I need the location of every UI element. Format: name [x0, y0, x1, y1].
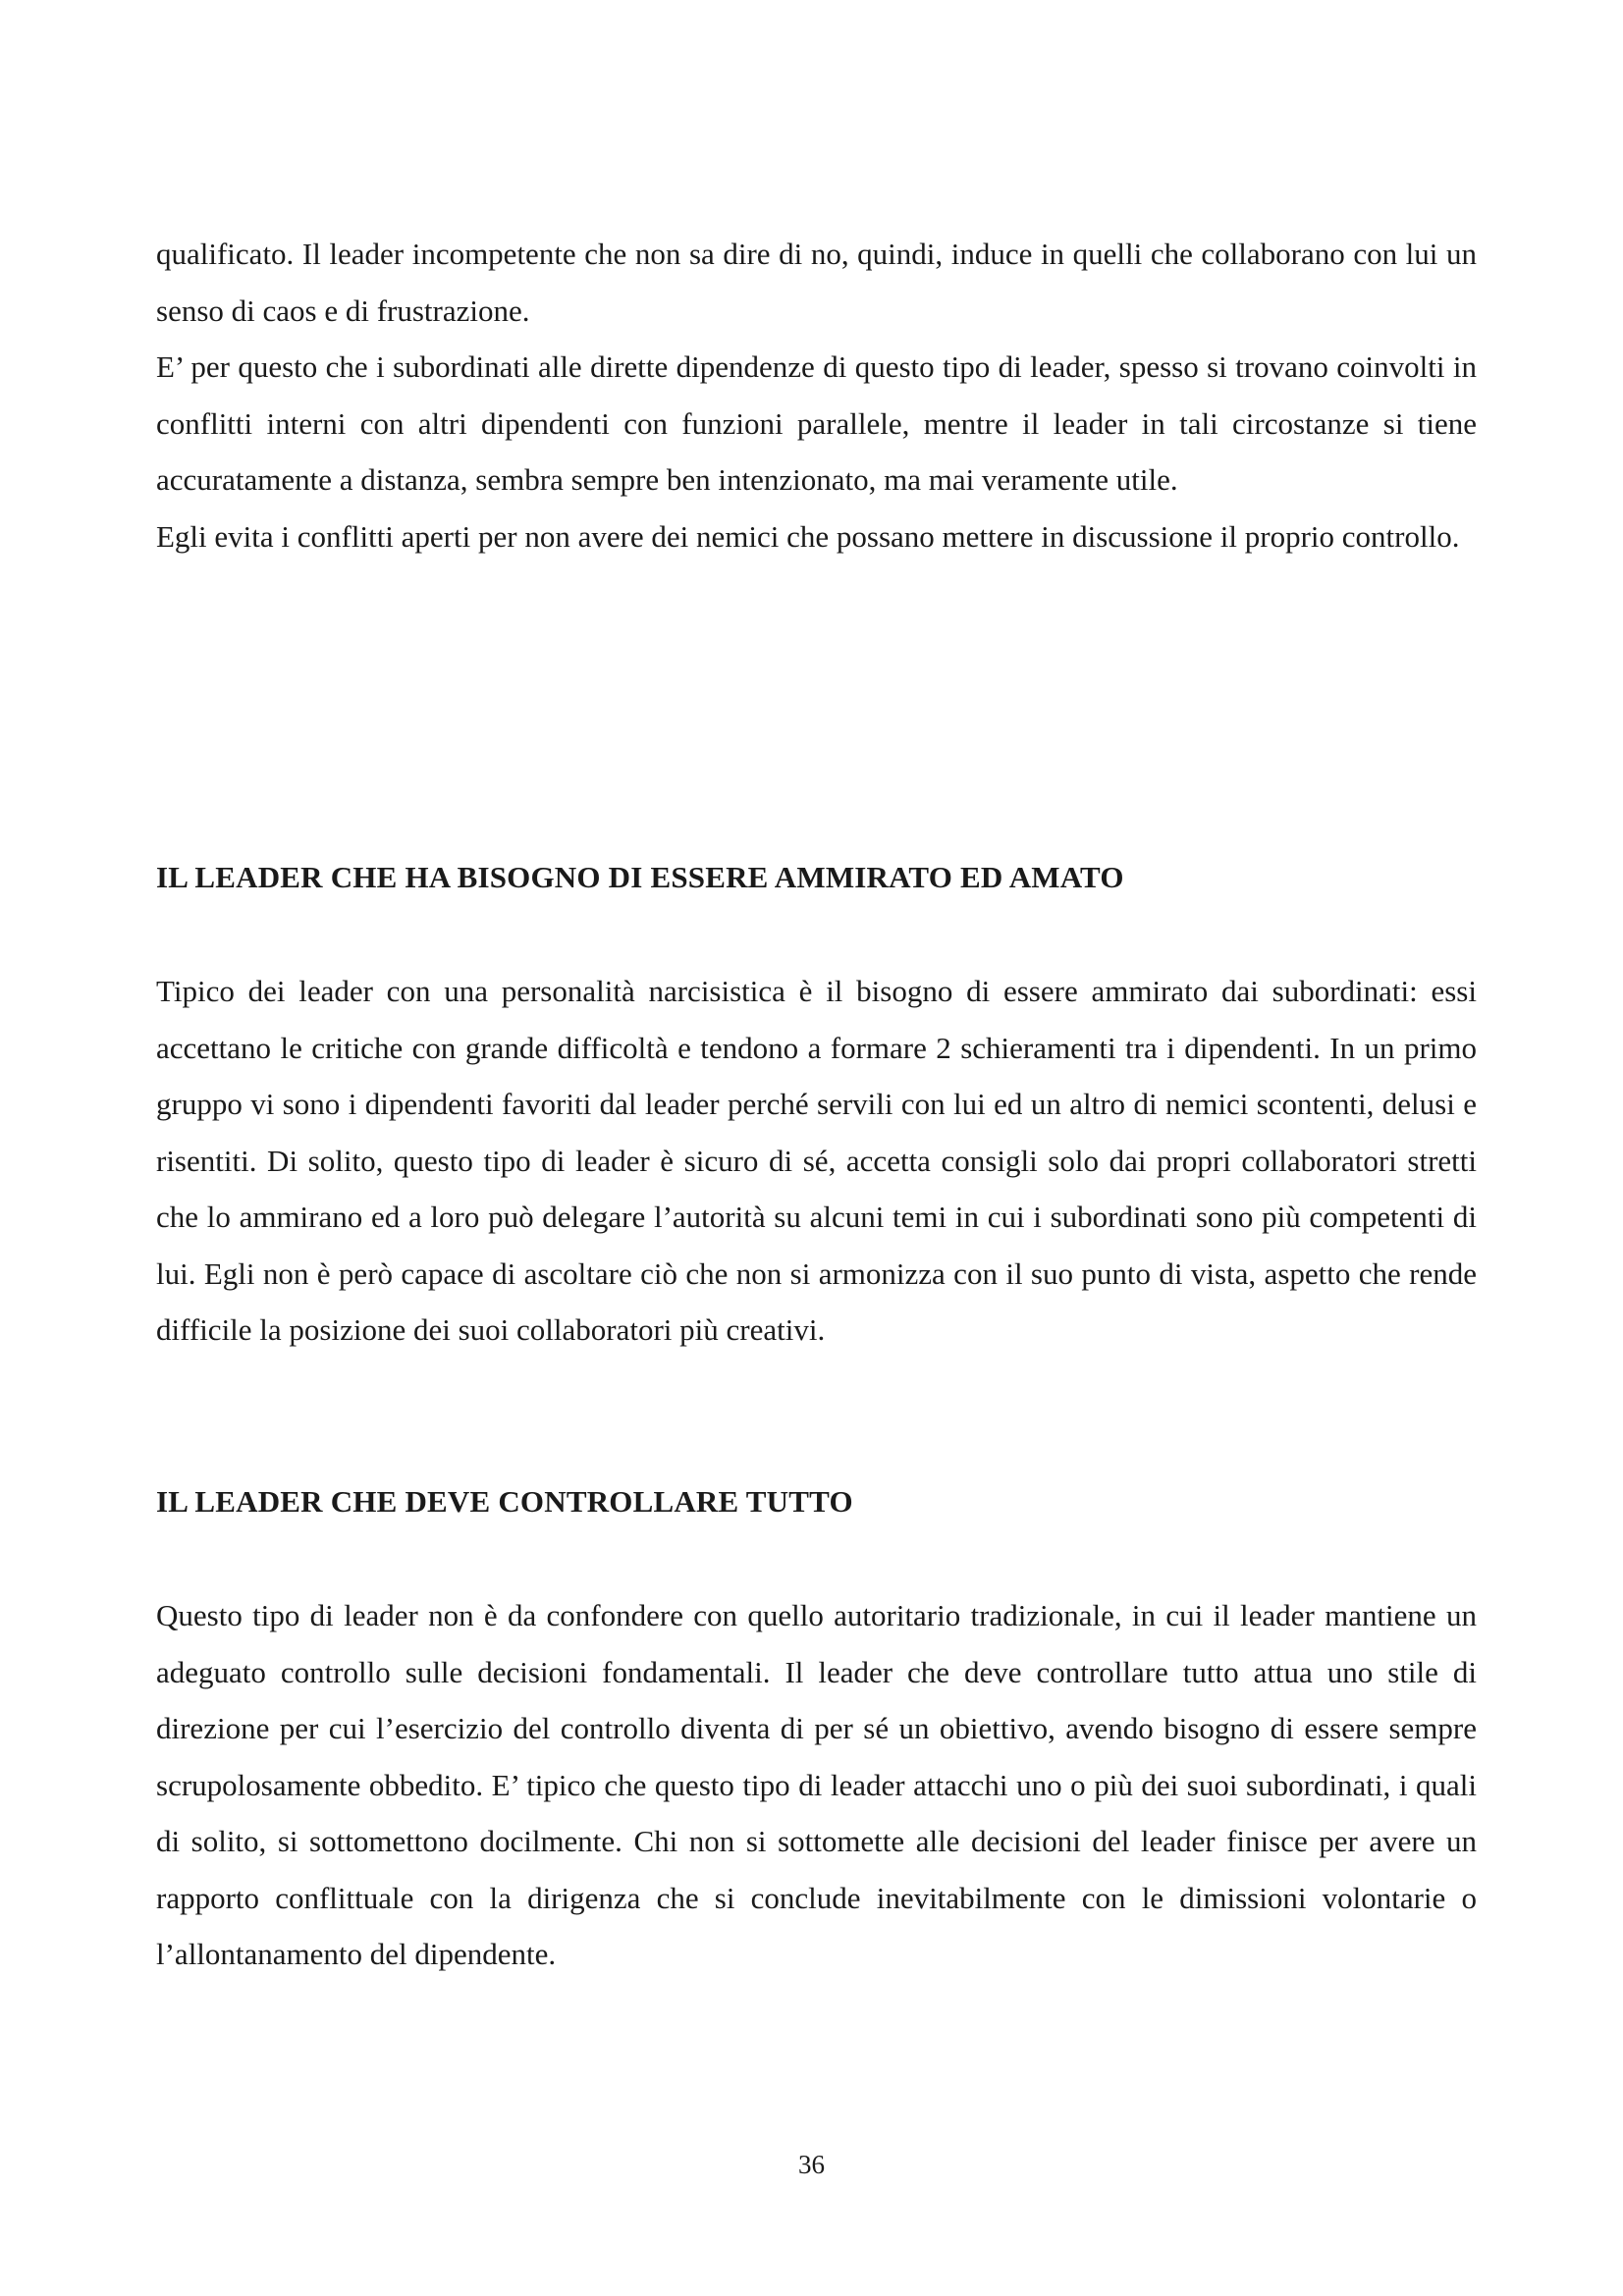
- section-body-admired-leader: [156, 963, 1477, 1359]
- section-paragraph: Tipico dei leader con una personalità narcisistica è il bisogno di essere ammirato dai subordinati: essi accettano le critiche con grande difficoltà e tendono a formare 2 schieramenti tra i dipendenti. In un primo gruppo vi sono i dipendenti favoriti dal leader perché servili con lui ed un altro di nemici scontenti, delusi e risentiti. Di solito, questo tipo di leader è sicuro di sé, accetta consigli solo dai propri collaboratori stretti che lo ammirano ed a loro può delegare l’autorità su alcuni temi in cui i subordinati sono più competenti di lui. Egli non è però capace di ascoltare ciò che non si armonizza con il suo punto di vista, aspetto che rende difficile la posizione dei suoi collaboratori più creativi.: [156, 974, 1477, 1347]
- intro-paragraph-1: qualificato. Il leader incompetente che non sa dire di no, quindi, induce in quelli che collaborano con lui un senso di caos e di frustrazione.: [156, 237, 1477, 328]
- page-number: 36: [798, 2150, 825, 2179]
- section-heading-controlling-leader: IL LEADER CHE DEVE CONTROLLARE TUTTO: [156, 1484, 853, 1519]
- intro-paragraph-2: E’ per questo che i subordinati alle dirette dipendenze di questo tipo di leader, spesso si trovano coinvolti in conflitti interni con altri dipendenti con funzioni parallele, mentre il leader in tali circostanze si tiene accuratamente a distanza, sembra sempre ben intenzionato, ma mai veramente utile.: [156, 349, 1477, 497]
- section-paragraph: Questo tipo di leader non è da confondere con quello autoritario tradizionale, in cui il leader mantiene un adeguato controllo sulle decisioni fondamentali. Il leader che deve controllare tutto attua uno stile di direzione per cui l’esercizio del controllo diventa di per sé un obiettivo, avendo bisogno di essere sempre scrupolosamente obbedito. E’ tipico che questo tipo di leader attacchi uno o più dei suoi subordinati, i quali di solito, si sottomettono docilmente. Chi non si sottomette alle decisioni del leader finisce per avere un rapporto conflittuale con la dirigenza che si conclude inevitabilmente con le dimissioni volontarie o l’allontanamento del dipendente.: [156, 1598, 1477, 1971]
- intro-paragraph-3: Egli evita i conflitti aperti per non avere dei nemici che possano mettere in discussione il proprio controllo.: [156, 518, 1460, 554]
- section-heading-admired-leader: IL LEADER CHE HA BISOGNO DI ESSERE AMMIRATO ED AMATO: [156, 860, 1124, 894]
- section-body-controlling-leader: [156, 1587, 1477, 1983]
- intro-text-block: [156, 226, 1477, 564]
